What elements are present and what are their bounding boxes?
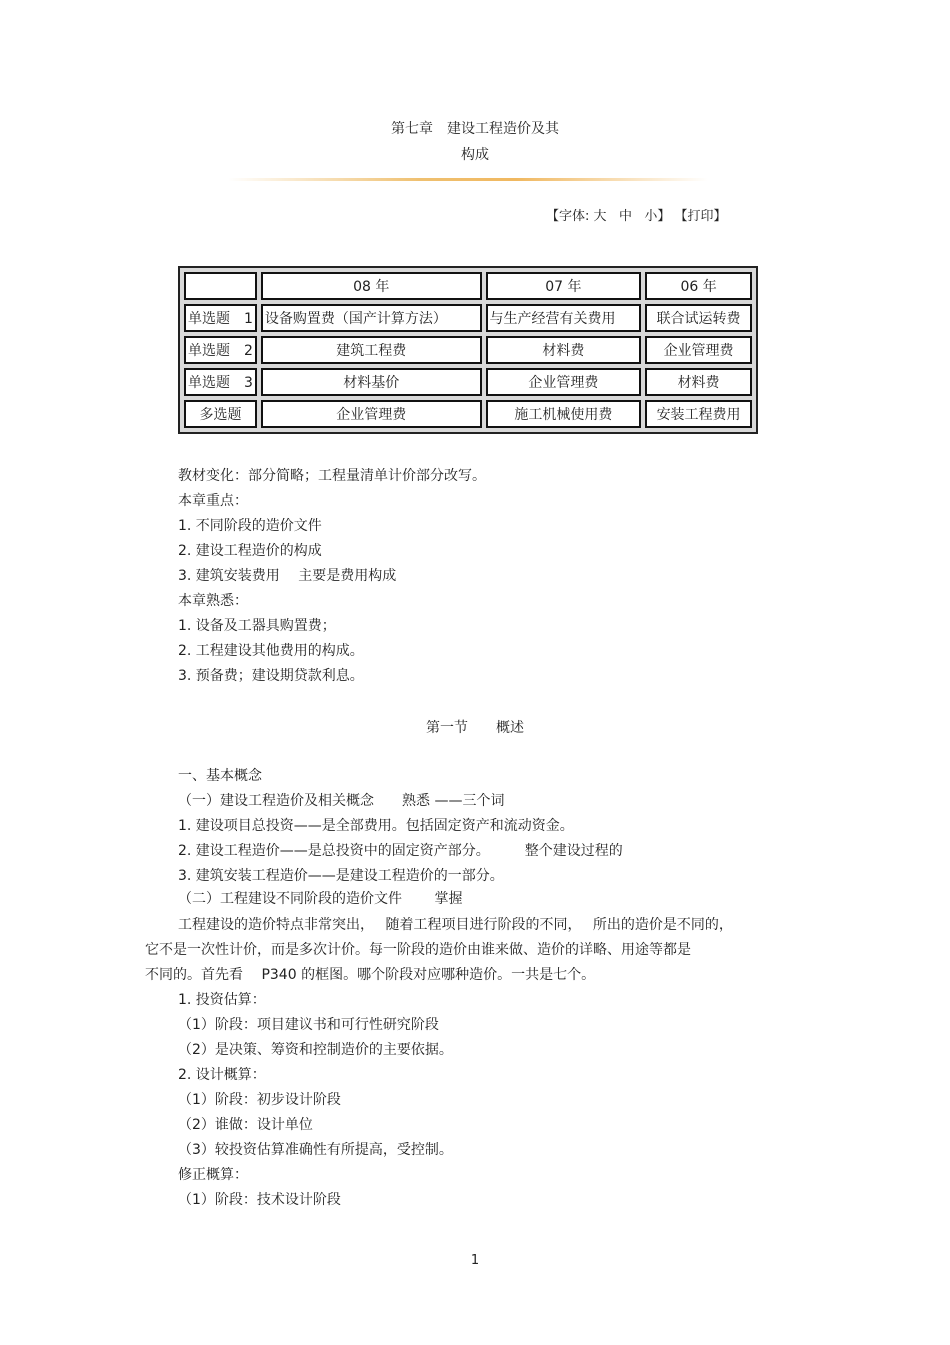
body-line: 2. 设计概算： xyxy=(178,1067,266,1083)
body-line: 修正概算： xyxy=(178,1167,248,1183)
table-cell: 单选题 3 xyxy=(184,368,257,396)
title-divider xyxy=(228,178,708,181)
table-cell: 设备购置费（国产计算方法） xyxy=(261,304,482,332)
table-row xyxy=(184,368,752,396)
table-cell: 单选题 2 xyxy=(184,336,257,364)
intro-line: 3. 建筑安装费用 主要是费用构成 xyxy=(178,568,397,584)
body-line: （1）阶段：项目建议书和可行性研究阶段 xyxy=(178,1017,439,1033)
table-header-cell: 08 年 xyxy=(261,272,482,300)
body-line: （3）较投资估算准确性有所提高，受控制。 xyxy=(178,1142,453,1158)
chapter-title: 第七章 建设工程造价及其 xyxy=(391,121,559,137)
intro-line: 教材变化：部分简略；工程量清单计价部分改写。 xyxy=(178,468,486,484)
table-row xyxy=(184,304,752,332)
body-line: （1）阶段：初步设计阶段 xyxy=(178,1092,341,1108)
table-cell: 施工机械使用费 xyxy=(486,400,642,428)
font-size-bar xyxy=(546,205,727,224)
section-title: 第一节 概述 xyxy=(426,720,524,736)
table-header-cell: 07 年 xyxy=(486,272,642,300)
chapter-title-cont: 构成 xyxy=(461,147,489,163)
body-paragraph-line: 工程建设的造价特点非常突出， 随着工程项目进行阶段的不同， 所出的造价是不同的， xyxy=(178,917,733,933)
table-header-cell: 06 年 xyxy=(645,272,752,300)
table-row xyxy=(184,336,752,364)
body-line: 3. 建筑安装工程造价——是建设工程造价的一部分。 xyxy=(178,868,504,884)
font-medium-link[interactable]: 中 xyxy=(618,209,632,224)
table-cell: 单选题 1 xyxy=(184,304,257,332)
body-line: 1. 建设项目总投资——是全部费用。包括固定资产和流动资金。 xyxy=(178,818,574,834)
table-cell: 材料费 xyxy=(486,336,642,364)
table-header-cell xyxy=(184,272,257,300)
body-paragraph-line: 它不是一次性计价，而是多次计价。每一阶段的造价由谁来做、造价的详略、用途等都是 xyxy=(145,942,691,958)
body-line: 1. 投资估算： xyxy=(178,992,266,1008)
table-header-row xyxy=(184,272,752,300)
font-bar-open: 【字体: xyxy=(546,209,590,224)
print-link[interactable]: 【打印】 xyxy=(674,209,727,224)
body-line: （2）谁做：设计单位 xyxy=(178,1117,313,1133)
exam-topics-table xyxy=(178,266,758,434)
table-cell: 材料费 xyxy=(645,368,752,396)
body-line: （1）阶段：技术设计阶段 xyxy=(178,1192,341,1208)
table-cell: 企业管理费 xyxy=(261,400,482,428)
table-cell: 建筑工程费 xyxy=(261,336,482,364)
table-cell: 企业管理费 xyxy=(486,368,642,396)
table-row xyxy=(184,400,752,428)
body-line: （一）建设工程造价及相关概念 熟悉 ——三个词 xyxy=(178,793,505,809)
table-cell: 多选题 xyxy=(184,400,257,428)
page-number: 1 xyxy=(470,1253,480,1268)
intro-line: 本章熟悉： xyxy=(178,593,248,609)
table-cell: 材料基价 xyxy=(261,368,482,396)
intro-line: 3. 预备费；建设期贷款利息。 xyxy=(178,668,364,684)
intro-line: 本章重点： xyxy=(178,493,248,509)
body-line: 一、基本概念 xyxy=(178,768,262,784)
table-cell: 与生产经营有关费用 xyxy=(486,304,642,332)
body-line: 2. 建设工程造价——是总投资中的固定资产部分。 整个建设过程的 xyxy=(178,843,623,859)
table-cell: 安装工程费用 xyxy=(645,400,752,428)
intro-line: 2. 工程建设其他费用的构成。 xyxy=(178,643,364,659)
font-small-link[interactable]: 小】 xyxy=(644,209,671,224)
body-line: （2）是决策、筹资和控制造价的主要依据。 xyxy=(178,1042,453,1058)
table-cell: 联合试运转费 xyxy=(645,304,752,332)
intro-line: 1. 不同阶段的造价文件 xyxy=(178,518,322,534)
body-paragraph-line: 不同的。首先看 P340 的框图。哪个阶段对应哪种造价。一共是七个。 xyxy=(145,967,596,983)
body-line: （二）工程建设不同阶段的造价文件 掌握 xyxy=(178,891,463,907)
font-large-link[interactable]: 大 xyxy=(593,209,607,224)
intro-line: 1. 设备及工器具购置费； xyxy=(178,618,336,634)
table-cell: 企业管理费 xyxy=(645,336,752,364)
intro-line: 2. 建设工程造价的构成 xyxy=(178,543,322,559)
